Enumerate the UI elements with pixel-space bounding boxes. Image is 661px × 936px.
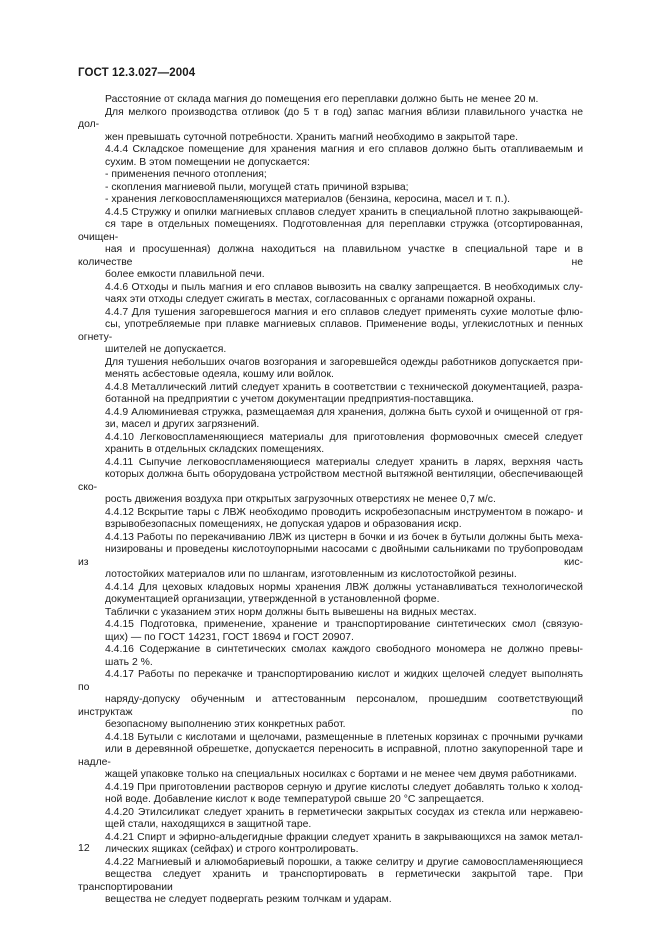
text-line: шителей не допускается. bbox=[105, 344, 227, 355]
paragraph bbox=[78, 782, 583, 807]
text-line: рость движения воздуха при открытых загрузочных отверстиях не менее 0,7 м/с. bbox=[105, 494, 496, 505]
text-line: 4.4.11 Сыпучие легковоспламеняющиеся материалы следует хранить в ларях, верхняя часть bbox=[105, 456, 583, 468]
page-number: 12 bbox=[78, 842, 90, 854]
text-line: 4.4.12 Вскрытие тары с ЛВЖ необходимо проводить искробезопасным инструментом в пожаро- и bbox=[105, 506, 583, 518]
text-line: которых должна быть оборудована устройством местной вытяжной вентиляции, обеспечивающей ско- bbox=[78, 469, 583, 493]
paragraph bbox=[78, 582, 583, 607]
paragraph bbox=[78, 107, 583, 145]
text-line: лотостойких материалов или по шлангам, изготовленным из кислотостойкой резины. bbox=[105, 569, 517, 580]
text-line: или в деревянной обрешетке, допускается переносить в исправной, плотно закупоренной таре и надле- bbox=[78, 744, 583, 768]
text-line: Для тушения небольших очагов возгорания и загоревшейся одежды работников допускается при- bbox=[105, 356, 583, 368]
paragraph bbox=[78, 457, 583, 507]
paragraph bbox=[78, 307, 583, 357]
text-line: 4.4.13 Работы по перекачиванию ЛВЖ из цистерн в бочки и из бочек в бутыли должны быть меха- bbox=[105, 531, 583, 543]
paragraph bbox=[78, 507, 583, 532]
text-line: щей стали, находящихся в защитной таре. bbox=[105, 819, 312, 830]
text-line: менять асбестовые одеяла, кошму или войлок. bbox=[105, 369, 334, 380]
text-line: 4.4.4 Складское помещение для хранения магния и его сплавов должно быть отапливаемым и bbox=[105, 144, 583, 155]
text-line: 4.4.7 Для тушения загоревшегося магния и его сплавов следует применять сухие молотые флю- bbox=[105, 306, 583, 318]
paragraph bbox=[78, 382, 583, 407]
text-line: низированы и проведены кислотоупорными насосами с двойными сальниками по трубопроводам из кис- bbox=[78, 544, 583, 568]
text-line: 4.4.14 Для цеховых кладовых нормы хранения ЛВЖ должны устанавливаться технологической bbox=[105, 581, 583, 593]
text-line: 4.4.18 Бутыли с кислотами и щелочами, размещенные в плетеных корзинах с прочными ручками bbox=[105, 731, 583, 743]
text-line: 4.4.16 Содержание в синтетических смолах каждого свободного мономера не должно превы- bbox=[105, 644, 583, 655]
text-line: ся таре в отдельных помещениях. Подготовленная для переплавки стружка (отсортированная, очищен- bbox=[78, 219, 583, 243]
text-line: щих) — по ГОСТ 14231, ГОСТ 18694 и ГОСТ 20907. bbox=[105, 631, 354, 643]
paragraph bbox=[78, 857, 583, 907]
text-line: 4.4.8 Металлический литий следует хранить в соответствии с технической документацией, разра- bbox=[105, 381, 583, 393]
text-line: 4.4.21 Спирт и эфирно-альдегидные фракции следует хранить в закрывающихся на замок метал- bbox=[105, 831, 583, 843]
paragraph bbox=[78, 807, 583, 832]
paragraph bbox=[78, 532, 583, 582]
paragraph bbox=[78, 644, 583, 669]
text-line: - хранения легковоспламеняющихся материалов (бензина, керосина, масел и т. п.). bbox=[105, 194, 511, 205]
text-line: 4.4.17 Работы по перекачке и транспортированию кислот и жидких щелочей следует выполнять по bbox=[78, 669, 583, 693]
paragraph bbox=[78, 432, 583, 457]
text-line: вещества следует хранить и транспортировать в герметически закрытой таре. При транспортировании bbox=[78, 869, 583, 893]
paragraph bbox=[78, 169, 583, 182]
paragraph bbox=[78, 832, 583, 857]
text-line: жащей упаковке только на специальных носилках с бортами и не менее чем двумя работниками. bbox=[105, 769, 577, 780]
text-line: сухим. В этом помещении не допускается: bbox=[105, 156, 310, 168]
text-line: взрывобезопасных помещениях, не допуская ударов и образования искр. bbox=[105, 519, 462, 530]
paragraph bbox=[78, 732, 583, 782]
text-line: Таблички с указанием этих норм должны быть вывешены на видных местах. bbox=[105, 606, 477, 618]
text-line: безопасному выполнению этих конкретных работ. bbox=[105, 719, 346, 730]
text-line: более емкости плавильной печи. bbox=[105, 269, 265, 280]
text-line: ной воде. Добавление кислот к воде температурой свыше 20 °С запрещается. bbox=[105, 794, 485, 805]
document-body bbox=[78, 94, 583, 907]
paragraph bbox=[78, 282, 583, 307]
paragraph bbox=[78, 407, 583, 432]
text-line: Расстояние от склада магния до помещения его переплавки должно быть не менее 20 м. bbox=[105, 94, 539, 105]
text-line: 4.4.5 Стружку и опилки магниевых сплавов следует хранить в специальной плотно закрывающей- bbox=[105, 206, 583, 218]
text-line: шать 2 %. bbox=[105, 656, 153, 668]
text-line: документацией организации, утвержденной в установленной форме. bbox=[105, 594, 440, 605]
text-line: лических ящиках (сейфах) и строго контролировать. bbox=[105, 844, 359, 855]
text-line: ная и просушенная) должна находиться на плавильном участке в специальной таре и в количестве не bbox=[78, 244, 583, 268]
text-line: 4.4.20 Этилсиликат следует хранить в герметически закрытых сосудах из стекла или нержавею- bbox=[105, 806, 583, 818]
text-line: вещества не следует подвергать резким толчкам и ударам. bbox=[105, 894, 392, 905]
text-line: 4.4.10 Легковоспламеняющиеся материалы для приготовления формовочных смесей следует bbox=[105, 431, 583, 443]
document-header: ГОСТ 12.3.027—2004 bbox=[78, 67, 196, 79]
paragraph bbox=[78, 94, 583, 107]
text-line: чаях эти отходы следует сжигать в местах, согласованных с органами пожарной охраны. bbox=[105, 294, 536, 305]
text-line: 4.4.9 Алюминиевая стружка, размещаемая для хранения, должна быть сухой и очищенной от гря- bbox=[105, 406, 583, 418]
text-line: 4.4.15 Подготовка, применение, хранение и транспортирование синтетических смол (связую- bbox=[105, 619, 583, 630]
paragraph bbox=[78, 207, 583, 282]
text-line: жен превышать суточной потребности. Хранить магний необходимо в закрытой таре. bbox=[105, 131, 519, 143]
text-line: наряду-допуску обученным и аттестованным персоналом, прошедшим соответствующий инструктаж по bbox=[78, 694, 583, 718]
paragraph bbox=[78, 182, 583, 195]
paragraph bbox=[78, 357, 583, 382]
text-line: - применения печного отопления; bbox=[105, 169, 267, 180]
text-line: хранить в отдельных складских помещениях. bbox=[105, 444, 325, 455]
paragraph bbox=[78, 144, 583, 169]
paragraph bbox=[78, 619, 583, 644]
text-line: 4.4.22 Магниевый и алюмобариевый порошки, а также селитру и другие самовоспламеняющиеся bbox=[105, 856, 583, 868]
text-line: - скопления магниевой пыли, могущей стать причиной взрыва; bbox=[105, 181, 409, 193]
text-line: зи, масел и других загрязнений. bbox=[105, 419, 260, 430]
paragraph bbox=[78, 607, 583, 620]
paragraph bbox=[78, 194, 583, 207]
paragraph bbox=[78, 669, 583, 732]
text-line: ботанной на предприятии с учетом документации предприятия-поставщика. bbox=[105, 394, 474, 405]
text-line: 4.4.6 Отходы и пыль магния и его сплавов вывозить на свалку запрещается. В необходимых слу- bbox=[105, 281, 583, 293]
text-line: Для мелкого производства отливок (до 5 т в год) запас магния вблизи плавильного участка не дол- bbox=[78, 106, 583, 130]
text-line: сы, употребляемые при плавке магниевых сплавов. Применение воды, углекислотных и пенных огнету- bbox=[78, 319, 583, 343]
text-line: 4.4.19 При приготовлении растворов серную и другие кислоты следует добавлять только к холод- bbox=[105, 781, 583, 793]
